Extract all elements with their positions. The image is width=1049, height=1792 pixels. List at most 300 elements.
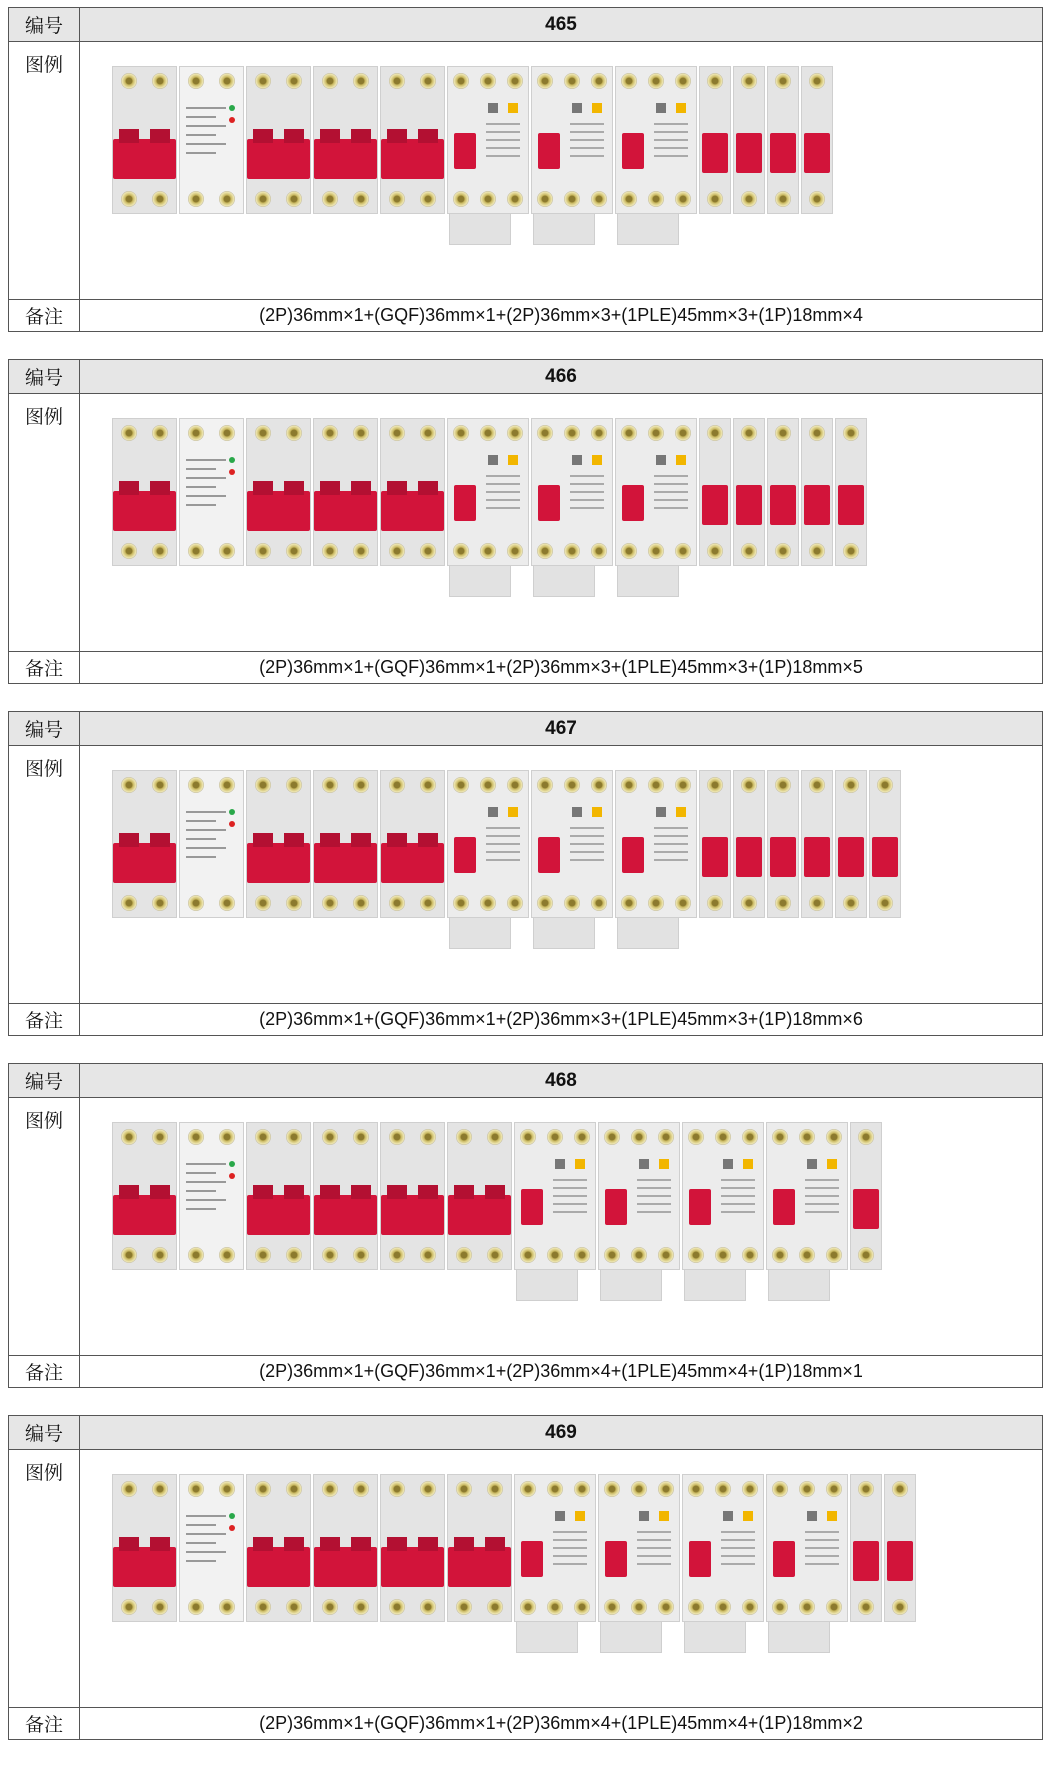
terminal-screw: [707, 425, 723, 441]
breaker-handle: [622, 133, 644, 169]
breaker-handle: [689, 1189, 711, 1225]
terminal-screw: [219, 777, 235, 793]
terminal-screw: [604, 1481, 620, 1497]
handle-lever: [150, 481, 170, 495]
print-line: [553, 1539, 587, 1541]
terminal-screw: [892, 1481, 908, 1497]
leakage-unit-extension: [449, 565, 511, 597]
breaker-1p-module: [767, 770, 799, 918]
print-line: [186, 504, 216, 506]
leakage-unit-extension: [449, 213, 511, 245]
breaker-2p-module: [112, 418, 177, 566]
terminal-row: [314, 1125, 377, 1149]
breaker-handle: [853, 1541, 879, 1581]
print-line: [486, 491, 520, 493]
figure-cell: [80, 1098, 1043, 1356]
terminal-screw: [741, 73, 757, 89]
terminal-row: [314, 69, 377, 93]
terminal-row: [381, 69, 444, 93]
breaker-1p-module: [733, 66, 765, 214]
terminal-screw: [420, 1129, 436, 1145]
breaker-handle: [113, 1195, 176, 1235]
terminal-screw: [858, 1481, 874, 1497]
terminal-screw: [487, 1481, 503, 1497]
terminal-row: [113, 1243, 176, 1267]
terminal-screw: [322, 73, 338, 89]
print-line: [186, 829, 226, 831]
breaker-strip-image: [112, 1122, 884, 1312]
print-line: [637, 1555, 671, 1557]
handle-lever: [150, 1185, 170, 1199]
print-line: [186, 486, 216, 488]
terminal-row: [247, 69, 310, 93]
breaker-handle: [247, 491, 310, 531]
terminal-screw: [537, 191, 553, 207]
terminal-screw: [480, 191, 496, 207]
handle-lever: [485, 1185, 505, 1199]
terminal-screw: [487, 1599, 503, 1615]
rcbo-1ple-module: [447, 418, 529, 566]
terminal-screw: [286, 73, 302, 89]
print-line: [721, 1179, 755, 1181]
terminal-row: [314, 421, 377, 445]
terminal-row: [616, 69, 696, 93]
breaker-handle: [838, 485, 864, 525]
terminal-screw: [219, 1247, 235, 1263]
breaker-1p-module: [801, 770, 833, 918]
terminal-row: [515, 1243, 595, 1267]
print-line: [654, 859, 688, 861]
config-note: (2P)36mm×1+(GQF)36mm×1+(2P)36mm×3+(1PLE)45mm×3+(1P)18mm×6: [80, 1004, 1043, 1036]
terminal-row: [247, 1243, 310, 1267]
test-button-icon: [592, 103, 602, 113]
terminal-row: [767, 1477, 847, 1501]
terminal-row: [381, 1125, 444, 1149]
print-line: [486, 859, 520, 861]
terminal-screw: [809, 191, 825, 207]
terminal-row: [247, 1125, 310, 1149]
breaker-1p-module: [699, 770, 731, 918]
terminal-screw: [564, 73, 580, 89]
terminal-screw: [255, 777, 271, 793]
terminal-screw: [658, 1481, 674, 1497]
terminal-row: [768, 187, 798, 211]
terminal-row: [700, 539, 730, 563]
note-row: [9, 300, 1043, 332]
breaker-handle: [622, 485, 644, 521]
power-led-icon: [229, 457, 235, 463]
breaker-handle: [381, 491, 444, 531]
print-line: [721, 1531, 755, 1533]
terminal-screw: [621, 73, 637, 89]
terminal-screw: [219, 1129, 235, 1145]
terminal-screw: [219, 1481, 235, 1497]
terminal-screw: [188, 1129, 204, 1145]
terminal-screw: [826, 1481, 842, 1497]
terminal-row: [532, 773, 612, 797]
print-line: [486, 835, 520, 837]
terminal-screw: [152, 777, 168, 793]
terminal-screw: [574, 1481, 590, 1497]
terminal-screw: [420, 895, 436, 911]
print-line: [570, 131, 604, 133]
terminal-screw: [707, 73, 723, 89]
terminal-row: [381, 1243, 444, 1267]
terminal-screw: [322, 1129, 338, 1145]
terminal-screw: [456, 1599, 472, 1615]
print-line: [186, 838, 216, 840]
print-line: [570, 475, 604, 477]
terminal-row: [113, 69, 176, 93]
terminal-screw: [742, 1129, 758, 1145]
terminal-screw: [537, 543, 553, 559]
terminal-screw: [507, 425, 523, 441]
reset-button-icon: [555, 1159, 565, 1169]
terminal-screw: [188, 1599, 204, 1615]
print-line: [186, 1163, 226, 1165]
terminal-screw: [322, 191, 338, 207]
print-line: [654, 147, 688, 149]
breaker-2p-module: [246, 1122, 311, 1270]
terminal-screw: [420, 73, 436, 89]
print-line: [721, 1211, 755, 1213]
terminal-row: [599, 1243, 679, 1267]
handle-lever: [253, 129, 273, 143]
terminal-row: [616, 187, 696, 211]
terminal-row: [448, 773, 528, 797]
terminal-screw: [621, 895, 637, 911]
config-note: (2P)36mm×1+(GQF)36mm×1+(2P)36mm×3+(1PLE)45mm×3+(1P)18mm×4: [80, 300, 1043, 332]
terminal-screw: [775, 191, 791, 207]
print-line: [637, 1179, 671, 1181]
test-button-icon: [592, 455, 602, 465]
handle-lever: [119, 1537, 139, 1551]
terminal-screw: [487, 1247, 503, 1263]
terminal-screw: [286, 777, 302, 793]
terminal-row: [113, 1477, 176, 1501]
terminal-screw: [707, 895, 723, 911]
terminal-row: [683, 1595, 763, 1619]
terminal-screw: [188, 1247, 204, 1263]
terminal-row: [532, 539, 612, 563]
config-table: [8, 1415, 1043, 1740]
print-line: [570, 491, 604, 493]
breaker-handle: [521, 1541, 543, 1577]
terminal-screw: [775, 895, 791, 911]
breaker-1p-module: [767, 66, 799, 214]
config-number: 465: [80, 8, 1043, 42]
terminal-screw: [675, 895, 691, 911]
breaker-handle: [853, 1189, 879, 1229]
number-label: 编号: [9, 360, 80, 394]
test-button-icon: [659, 1511, 669, 1521]
reset-button-icon: [488, 455, 498, 465]
terminal-screw: [631, 1129, 647, 1145]
terminal-screw: [507, 73, 523, 89]
print-line: [186, 459, 226, 461]
terminal-screw: [152, 191, 168, 207]
terminal-screw: [353, 1129, 369, 1145]
print-line: [486, 139, 520, 141]
handle-lever: [150, 129, 170, 143]
terminal-screw: [591, 777, 607, 793]
terminal-screw: [574, 1247, 590, 1263]
terminal-screw: [152, 895, 168, 911]
terminal-screw: [219, 425, 235, 441]
terminal-row: [700, 891, 730, 915]
note-row: [9, 1356, 1043, 1388]
terminal-screw: [648, 191, 664, 207]
rcbo-1ple-module: [766, 1122, 848, 1270]
terminal-row: [113, 187, 176, 211]
leakage-unit-extension: [768, 1621, 830, 1653]
breaker-handle: [247, 843, 310, 883]
terminal-screw: [188, 1481, 204, 1497]
print-line: [805, 1547, 839, 1549]
terminal-screw: [420, 191, 436, 207]
terminal-row: [381, 891, 444, 915]
print-line: [805, 1211, 839, 1213]
rcbo-1ple-module: [615, 418, 697, 566]
config-table: [8, 1063, 1043, 1388]
print-line: [570, 139, 604, 141]
terminal-screw: [892, 1599, 908, 1615]
terminal-screw: [188, 425, 204, 441]
terminal-screw: [353, 1247, 369, 1263]
handle-lever: [320, 1185, 340, 1199]
breaker-handle: [773, 1541, 795, 1577]
figure-row: [9, 42, 1043, 300]
breaker-2p-module: [313, 1122, 378, 1270]
print-line: [721, 1547, 755, 1549]
handle-lever: [284, 129, 304, 143]
breaker-handle: [538, 133, 560, 169]
terminal-screw: [547, 1599, 563, 1615]
terminal-row: [700, 69, 730, 93]
terminal-row: [113, 1595, 176, 1619]
terminal-row: [768, 69, 798, 93]
terminal-row: [515, 1125, 595, 1149]
terminal-screw: [152, 543, 168, 559]
terminal-screw: [453, 777, 469, 793]
print-line: [654, 507, 688, 509]
terminal-screw: [152, 1599, 168, 1615]
terminal-screw: [742, 1247, 758, 1263]
print-line: [654, 139, 688, 141]
terminal-screw: [772, 1599, 788, 1615]
terminal-screw: [715, 1481, 731, 1497]
leakage-unit-extension: [533, 213, 595, 245]
terminal-screw: [648, 895, 664, 911]
print-line: [654, 499, 688, 501]
rcbo-1ple-module: [598, 1474, 680, 1622]
terminal-screw: [631, 1247, 647, 1263]
reset-button-icon: [488, 103, 498, 113]
leakage-unit-extension: [684, 1621, 746, 1653]
terminal-screw: [121, 543, 137, 559]
rcbo-1ple-module: [615, 66, 697, 214]
rcbo-1ple-module: [531, 418, 613, 566]
handle-lever: [418, 129, 438, 143]
leakage-unit-extension: [617, 917, 679, 949]
terminal-screw: [648, 777, 664, 793]
breaker-strip-image: [112, 418, 869, 608]
terminal-screw: [741, 425, 757, 441]
print-line: [805, 1195, 839, 1197]
print-line: [486, 123, 520, 125]
rcbo-1ple-module: [615, 770, 697, 918]
print-line: [186, 1551, 226, 1553]
print-line: [186, 1208, 216, 1210]
terminal-screw: [775, 777, 791, 793]
terminal-screw: [809, 777, 825, 793]
breaker-handle: [381, 139, 444, 179]
config-table: [8, 711, 1043, 1036]
test-button-icon: [508, 455, 518, 465]
breaker-handle: [381, 843, 444, 883]
terminal-row: [180, 1595, 243, 1619]
terminal-screw: [188, 543, 204, 559]
rcbo-1ple-module: [766, 1474, 848, 1622]
print-line: [654, 155, 688, 157]
terminal-screw: [707, 543, 723, 559]
handle-lever: [253, 1185, 273, 1199]
terminal-screw: [675, 425, 691, 441]
breaker-handle: [314, 1195, 377, 1235]
breaker-2p-module: [313, 418, 378, 566]
print-line: [805, 1203, 839, 1205]
terminal-row: [448, 1243, 511, 1267]
terminal-screw: [564, 425, 580, 441]
terminal-row: [851, 1125, 881, 1149]
terminal-screw: [858, 1599, 874, 1615]
print-line: [570, 123, 604, 125]
print-line: [553, 1555, 587, 1557]
breaker-handle: [448, 1547, 511, 1587]
terminal-row: [113, 1125, 176, 1149]
breaker-handle: [736, 133, 762, 173]
breaker-1p-module: [733, 418, 765, 566]
terminal-screw: [604, 1599, 620, 1615]
terminal-screw: [537, 777, 553, 793]
terminal-row: [381, 421, 444, 445]
power-led-icon: [229, 809, 235, 815]
print-line: [186, 1181, 226, 1183]
rcbo-1ple-module: [514, 1474, 596, 1622]
terminal-row: [180, 1125, 243, 1149]
terminal-screw: [648, 425, 664, 441]
terminal-screw: [389, 1129, 405, 1145]
print-line: [805, 1187, 839, 1189]
reset-button-icon: [572, 103, 582, 113]
terminal-row: [836, 421, 866, 445]
breaker-2p-module: [112, 1474, 177, 1622]
print-line: [186, 820, 216, 822]
figure-row: [9, 394, 1043, 652]
print-line: [186, 468, 216, 470]
terminal-screw: [456, 1247, 472, 1263]
terminal-screw: [715, 1599, 731, 1615]
handle-lever: [485, 1537, 505, 1551]
breaker-2p-module: [112, 66, 177, 214]
terminal-screw: [507, 895, 523, 911]
terminal-row: [870, 891, 900, 915]
number-label: 编号: [9, 712, 80, 746]
print-line: [654, 843, 688, 845]
handle-lever: [351, 833, 371, 847]
terminal-screw: [286, 191, 302, 207]
terminal-screw: [547, 1247, 563, 1263]
breaker-handle: [770, 837, 796, 877]
breaker-handle: [113, 139, 176, 179]
terminal-screw: [688, 1247, 704, 1263]
config-number: 468: [80, 1064, 1043, 1098]
breaker-2p-module: [380, 1122, 445, 1270]
terminal-screw: [121, 73, 137, 89]
terminal-screw: [480, 777, 496, 793]
breaker-2p-module: [313, 1474, 378, 1622]
terminal-screw: [520, 1599, 536, 1615]
print-line: [805, 1179, 839, 1181]
handle-lever: [253, 833, 273, 847]
note-label: 备注: [9, 652, 80, 684]
protect-led-icon: [229, 1173, 235, 1179]
handle-lever: [150, 1537, 170, 1551]
print-line: [486, 827, 520, 829]
terminal-row: [734, 69, 764, 93]
terminal-screw: [219, 895, 235, 911]
print-line: [186, 143, 226, 145]
terminal-row: [768, 773, 798, 797]
terminal-row: [180, 69, 243, 93]
terminal-screw: [121, 895, 137, 911]
handle-lever: [418, 481, 438, 495]
figure-cell: [80, 394, 1043, 652]
print-line: [486, 147, 520, 149]
breaker-handle: [314, 843, 377, 883]
terminal-screw: [799, 1599, 815, 1615]
print-line: [186, 847, 226, 849]
leakage-unit-extension: [533, 917, 595, 949]
figure-row: [9, 1450, 1043, 1708]
breaker-handle: [736, 837, 762, 877]
terminal-screw: [420, 1599, 436, 1615]
print-line: [721, 1195, 755, 1197]
rcbo-1ple-module: [447, 66, 529, 214]
breaker-handle: [521, 1189, 543, 1225]
terminal-row: [836, 773, 866, 797]
terminal-screw: [809, 543, 825, 559]
reset-button-icon: [639, 1511, 649, 1521]
header-row: [9, 1064, 1043, 1098]
breaker-handle: [538, 837, 560, 873]
terminal-screw: [658, 1599, 674, 1615]
breaker-strip-image: [112, 770, 903, 960]
terminal-row: [448, 69, 528, 93]
print-line: [553, 1179, 587, 1181]
terminal-screw: [621, 425, 637, 441]
breaker-handle: [872, 837, 898, 877]
terminal-row: [180, 1477, 243, 1501]
terminal-screw: [564, 543, 580, 559]
terminal-row: [802, 421, 832, 445]
terminal-row: [247, 773, 310, 797]
handle-lever: [418, 833, 438, 847]
print-line: [186, 1560, 216, 1562]
config-table: [8, 7, 1043, 332]
handle-lever: [454, 1537, 474, 1551]
terminal-screw: [480, 543, 496, 559]
